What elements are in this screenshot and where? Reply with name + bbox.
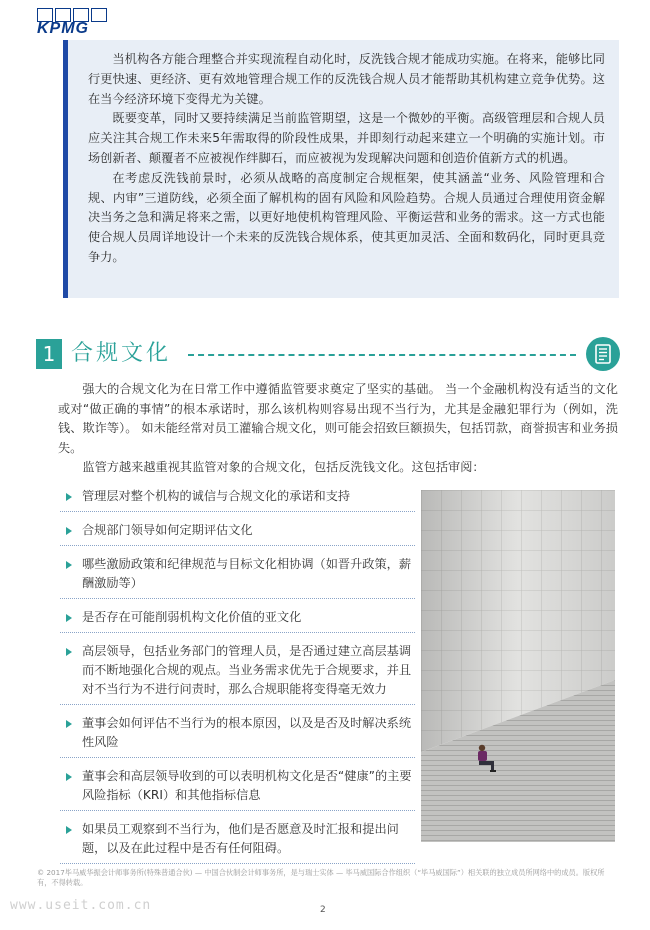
summary-callout [63,40,619,298]
bullet-arrow-icon [66,720,72,728]
list-item: 管理层对整个机构的诚信与合规文化的承诺和支持 [60,484,415,512]
list-item: 是否存在可能削弱机构文化价值的亚文化 [60,605,415,633]
list-item: 高层领导，包括业务部门的管理人员，是否通过建立高层基调而不断地强化合规的观点。当业务需求优先于合规要求，并且对不当行为不进行问责时，那么合规职能将变得毫无效力 [60,639,415,705]
bullet-arrow-icon [66,493,72,501]
intro-paragraph: 强大的合规文化为在日常工作中遵循监管要求奠定了坚实的基础。 当一个金融机构没有适当的文化或对“做正确的事情”的根本承诺时，那么该机构则容易出现不当行为，尤其是金融犯罪行为（例如，洗钱、欺诈等）。 如未能经常对员工灌输合规文化，则可能会招致巨额损失，包括罚款，商誉损害和业务损失。 [58,382,618,455]
callout-paragraph: 当机构各方能合理整合并实现流程自动化时，反洗钱合规才能成功实施。在将来，能够比同行更快速、更经济、更有效地管理合规工作的反洗钱合规人员才能帮助其机构建立竞争优势。这在当今经济环境下变得尤为关键。 [88,52,605,106]
bullet-arrow-icon [66,648,72,656]
section-divider [188,354,576,356]
document-list-icon [586,337,620,371]
bullet-arrow-icon [66,773,72,781]
list-item: 如果员工观察到不当行为，他们是否愿意及时汇报和提出问题，以及在此过程中是否有任何阻碍。 [60,817,415,864]
intro-paragraph: 监管方越来越重视其监管对象的合规文化，包括反洗钱文化。这包括审阅： [82,460,485,474]
callout-paragraph: 在考虑反洗钱前景时，必须从战略的高度制定合规框架，使其涵盖“业务、风险管理和合规、内审”三道防线，必须全面了解机构的固有风险和风险趋势。合规人员通过合理使用资金解决当务之急和满足将来之需，以更好地使机构管理风险、平衡运营和业务的需求。这一方式也能使合规人员周详地设计一个未来的反洗钱合规体系，使其更加灵活、全面和数码化，同时更具竞争力。 [88,170,605,264]
site-watermark: www.useit.com.cn [10,898,152,913]
page-number: 2 [320,905,326,915]
section-number: 1 [36,339,62,369]
section-intro [58,380,618,478]
review-checklist [60,484,415,870]
bullet-arrow-icon [66,561,72,569]
bullet-arrow-icon [66,826,72,834]
list-item: 哪些激励政策和纪律规范与目标文化相协调（如晋升政策，薪酬激励等） [60,552,415,599]
footer-copyright: © 2017毕马威华振会计师事务所(特殊普通合伙) — 中国合伙制会计师事务所，是与瑞士实体 — 毕马威国际合作组织（“毕马威国际”）相关联的独立成员所网络中的成员。版权所有，不得转载。 [37,868,605,887]
list-item: 合规部门领导如何定期评估文化 [60,518,415,546]
section-heading [36,337,620,373]
list-item: 董事会如何评估不当行为的根本原因，以及是否及时解决系统性风险 [60,711,415,758]
bullet-arrow-icon [66,527,72,535]
section-title: 合规文化 [71,341,172,366]
list-item: 董事会和高层领导收到的可以表明机构文化是否“健康”的主要风险指标（KRI）和其他指标信息 [60,764,415,811]
callout-paragraph: 既要变革，同时又要持续满足当前监管期望，这是一个微妙的平衡。高级管理层和合规人员应关注其合规工作未来5年需取得的阶段性成果，并即刻行动起来建立一个明确的实施计划。市场创新者、颠覆者不应被视作绊脚石，而应被视为发现解决问题和创造价值新方式的机遇。 [88,111,605,165]
building-stairs-photo [421,490,615,842]
kpmg-logo: KPMG [37,20,89,37]
bullet-arrow-icon [66,614,72,622]
